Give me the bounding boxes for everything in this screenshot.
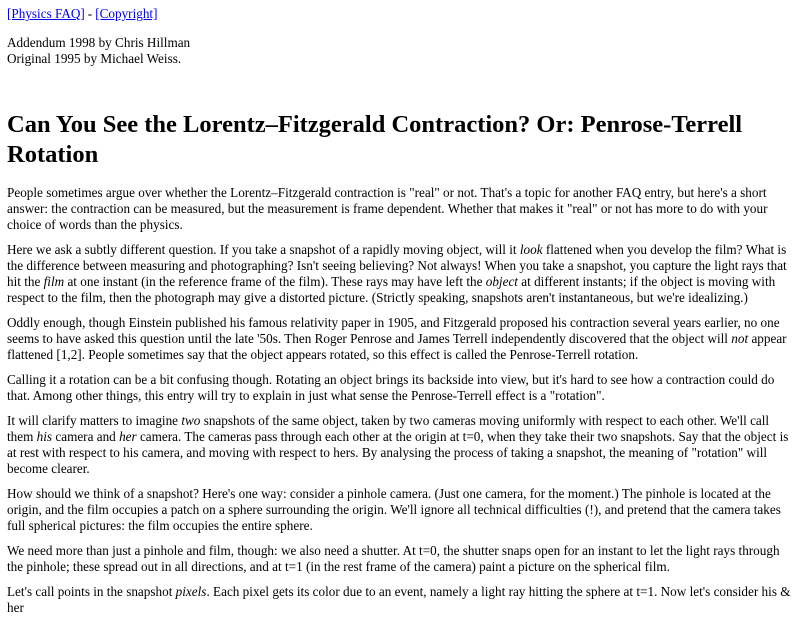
original-credit: Original 1995 by Michael Weiss. bbox=[7, 51, 182, 66]
paragraph-8-text-a: Let's call points in the snapshot bbox=[7, 584, 176, 599]
emphasis-film: film bbox=[43, 274, 65, 289]
author-credits bbox=[7, 35, 190, 67]
article-body bbox=[7, 185, 791, 625]
paragraph-6: How should we think of a snapshot? Here's one way: consider a pinhole camera. (Just one camera, for the moment.) The pinhole is located at the origin, and the film occupies a patch on a sphere surrounding the origin. We'll ignore all technical difficulties (!), and pretend that the camera takes full spherical pictures: the film occupies the entire sphere. bbox=[7, 486, 781, 533]
paragraph-1: People sometimes argue over whether the Lorentz–Fitzgerald contraction is "real" or not. That's a topic for another FAQ entry, but here's a short answer: the contraction can be measured, but the measurement is frame dependent. Whether that makes it "real" or not has more to do with your choice of words than the physics. bbox=[7, 185, 768, 232]
paragraph-3-text-b: appear flattened [1,2]. People sometimes say that the object appears rotated, so this effect is called the Penrose-Terrell rotation. bbox=[7, 331, 787, 362]
paragraph-3-text-a: Oddly enough, though Einstein published his famous relativity paper in 1905, and Fitzgerald proposed his contraction several years earlier, no one seems to have asked this question until the late '50s. Then Roger Penrose and James Terrell independently discovered that the object will bbox=[7, 315, 780, 346]
page-title: Can You See the Lorentz–Fitzgerald Contraction? Or: Penrose-Terrell Rotation bbox=[7, 111, 743, 168]
copyright-link[interactable]: [Copyright] bbox=[95, 6, 158, 21]
paragraph-2 bbox=[7, 242, 791, 306]
paragraph-5-text-c: camera and bbox=[52, 429, 120, 444]
paragraph-7: We need more than just a pinhole and film, though: we also need a shutter. At t=0, the shutter snaps open for an instant to let the light rays through the pinhole; these spread out in all directions, and at t=1 (in the rest frame of the camera) paint a picture on the spherical film. bbox=[7, 543, 780, 574]
emphasis-two: two bbox=[181, 413, 201, 428]
nav-separator: - bbox=[87, 6, 93, 21]
paragraph-8-text-b: . Each pixel gets its color due to an event, namely a light ray hitting the sphere at t=1. Now let's consider his & her bbox=[7, 584, 791, 615]
emphasis-pixels: pixels bbox=[175, 584, 207, 599]
paragraph-2-text-a: Here we ask a subtly different question. If you take a snapshot of a rapidly moving object, will it bbox=[7, 242, 520, 257]
header-nav bbox=[7, 6, 157, 22]
paragraph-4: Calling it a rotation can be a bit confusing though. Rotating an object brings its backside into view, but it's hard to see how a contraction could do that. Among other things, this entry will try to explain in just what sense the Penrose-Terrell effect is a "rotation". bbox=[7, 372, 775, 403]
physics-faq-link[interactable]: [Physics FAQ] bbox=[7, 6, 85, 21]
paragraph-8 bbox=[7, 584, 791, 616]
emphasis-look: look bbox=[519, 242, 543, 257]
paragraph-5-text-d: camera. The cameras pass through each other at the origin at t=0, when they take their two snapshots. Say that the object is at rest with respect to his camera, and moving with respect to hers. By analysing the process of taking a snapshot, the meaning of "rotation" will become clearer. bbox=[7, 429, 789, 476]
emphasis-object: object bbox=[485, 274, 518, 289]
emphasis-his: his bbox=[36, 429, 53, 444]
paragraph-5-text-a: It will clarify matters to imagine bbox=[7, 413, 182, 428]
emphasis-not: not bbox=[731, 331, 749, 346]
addendum-credit: Addendum 1998 by Chris Hillman bbox=[7, 35, 191, 50]
paragraph-5-text-b: snapshots of the same object, taken by two cameras moving uniformly with respect to each other. We'll call them bbox=[7, 413, 770, 444]
paragraph-5 bbox=[7, 413, 791, 477]
paragraph-3 bbox=[7, 315, 791, 363]
paragraph-2-text-b: flattened when you develop the film? What is the difference between measuring and photographing? Isn't seeing believing? Not always! When you take a snapshot, you capture the light rays that hit the bbox=[7, 242, 787, 289]
paragraph-2-text-d: at different instants; if the object is moving with respect to the film, then the photograph may give a distorted picture. (Strictly speaking, snapshots aren't instantaneous, but we're idealizing.) bbox=[7, 274, 776, 305]
emphasis-her: her bbox=[119, 429, 137, 444]
paragraph-2-text-c: at one instant (in the reference frame of the film). These rays may have left the bbox=[64, 274, 486, 289]
